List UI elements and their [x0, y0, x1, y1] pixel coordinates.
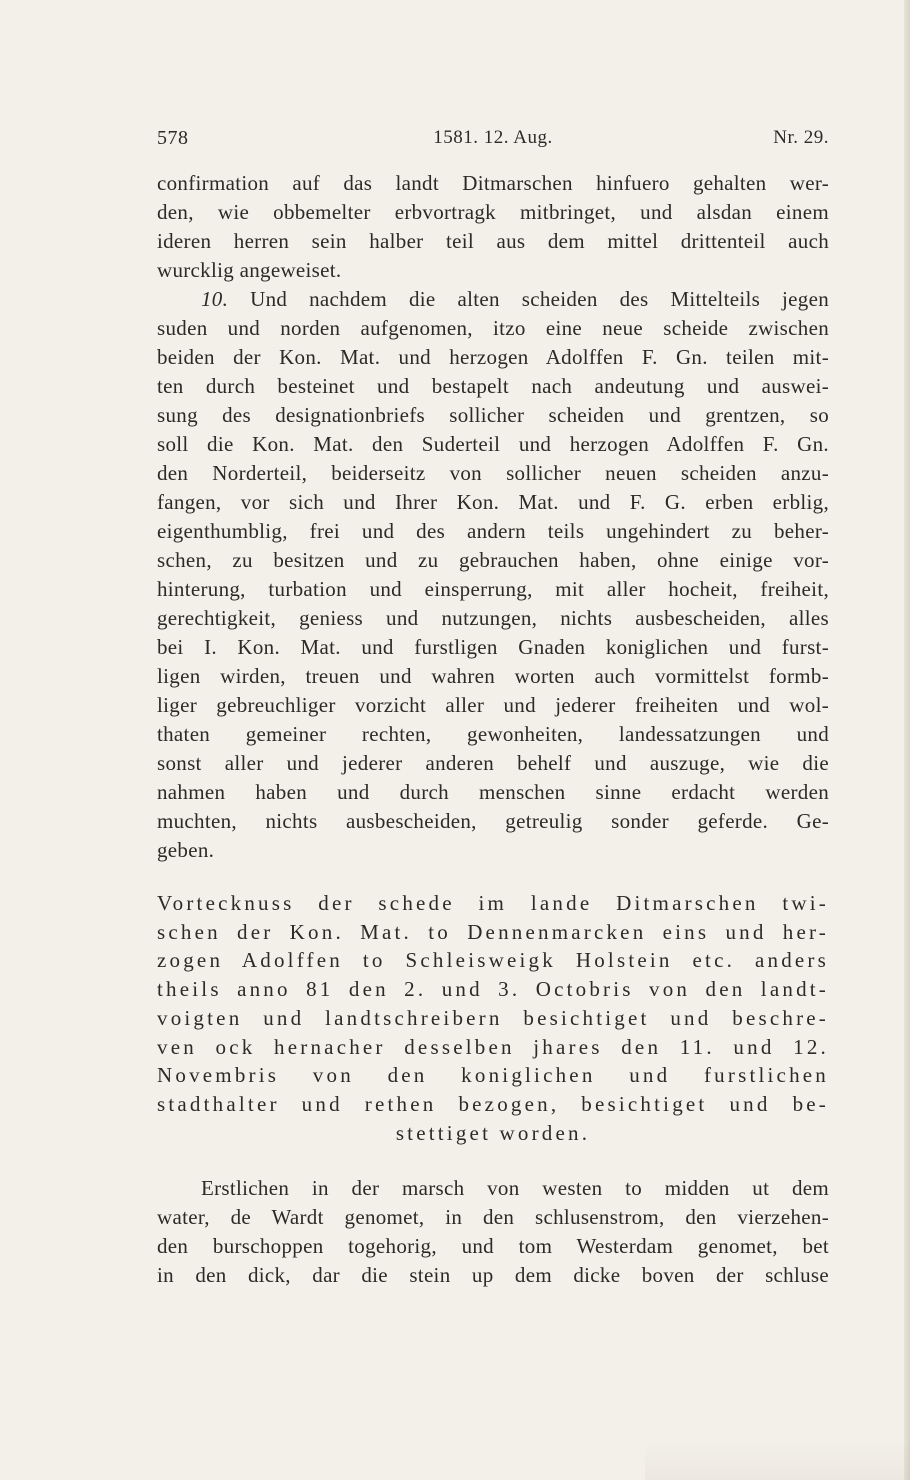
- heading-line: zogen Adolffen to Schleisweigk Holstein etc. anders: [157, 948, 829, 973]
- text-fragment: Und nachdem die alten scheiden des Mittelteils jegen: [228, 287, 829, 311]
- text-line: fangen, vor sich und Ihrer Kon. Mat. und F. G. erben erblig,: [157, 490, 829, 514]
- text-line: in den dick, dar die stein up dem dicke boven der schluse: [157, 1263, 829, 1287]
- heading-line: stettiget worden.: [395, 1120, 591, 1145]
- text-line: den Norderteil, beiderseitz von sollicher neuen scheiden anzu-: [157, 461, 829, 485]
- text-line: thaten gemeiner rechten, gewonheiten, landessatzungen und: [157, 722, 829, 746]
- section-10-first-line: [157, 285, 829, 314]
- text-line: water, de Wardt genomet, in den schlusenstrom, den vierzehen-: [157, 1205, 829, 1229]
- text-line: Erstlichen in der marsch von westen to midden ut dem: [201, 1176, 829, 1200]
- text-line: ten durch besteinet und bestapelt nach andeutung und auswei-: [157, 374, 829, 398]
- text-line: soll die Kon. Mat. den Suderteil und herzogen Adolffen F. Gn.: [157, 432, 829, 456]
- heading-line: stadthalter und rethen bezogen, besichtiget und be-: [157, 1091, 829, 1116]
- text-line: ligen wirden, treuen und wahren worten auch vormittelst formb-: [157, 664, 829, 688]
- schedule-heading: [157, 889, 829, 1147]
- page-edge: [904, 0, 910, 1480]
- text-line: den burschoppen togehorig, und tom Westerdam genomet, bet: [157, 1234, 829, 1258]
- text-line: bei I. Kon. Mat. und furstligen Gnaden koniglichen und furst-: [157, 635, 829, 659]
- text-line: confirmation auf das landt Ditmarschen hinfuero gehalten wer-: [157, 171, 829, 195]
- heading-line: schen der Kon. Mat. to Dennenmarcken eins und her-: [157, 919, 829, 944]
- text-line: hinterung, turbation und einsperrung, mit aller hocheit, freiheit,: [157, 577, 829, 601]
- heading-line: Novembris von den koniglichen und furstlichen: [157, 1063, 829, 1088]
- heading-line: ven ock hernacher desselben jhares den 11. und 12.: [157, 1034, 829, 1059]
- text-line: liger gebreuchliger vorzicht aller und jederer freiheiten und wol-: [157, 693, 829, 717]
- text-line: wurcklig angeweiset.: [157, 258, 342, 282]
- section-number: 10.: [201, 287, 229, 311]
- heading-line: Vortecknuss der schede im lande Ditmarschen twi-: [157, 891, 829, 915]
- text-line: sonst aller und jederer anderen behelf und auszuge, wie die: [157, 751, 829, 775]
- header-date: 1581. 12. Aug.: [433, 127, 553, 148]
- heading-line: voigten und landtschreibern besichtiget und beschre-: [157, 1005, 829, 1030]
- text-line: sung des designationbriefs sollicher scheiden und grentzen, so: [157, 403, 829, 427]
- text-line: suden und norden aufgenomen, itzo eine neue scheide zwischen: [157, 316, 829, 340]
- schedule-text: [157, 1174, 829, 1290]
- text-line: den, wie obbemelter erbvortragk mitbringet, und alsdan einem: [157, 200, 829, 224]
- text-line: gerechtigkeit, geniess und nutzungen, nichts ausbescheiden, alles: [157, 606, 829, 630]
- text-line: beiden der Kon. Mat. und herzogen Adolffen F. Gn. teilen mit-: [157, 345, 829, 369]
- text-line: ideren herren sein halber teil aus dem mittel drittenteil auch: [157, 229, 829, 253]
- text-line: geben.: [157, 838, 215, 862]
- page-number: 578: [157, 127, 189, 149]
- page-corner-shade: [645, 1440, 910, 1480]
- document-number: Nr. 29.: [773, 127, 829, 148]
- main-text: [157, 169, 829, 865]
- text-line: muchten, nichts ausbescheiden, getreulig sonder geferde. Ge-: [157, 809, 829, 833]
- heading-line: theils anno 81 den 2. und 3. Octobris von den landt-: [157, 977, 829, 1002]
- text-line: nahmen haben und durch menschen sinne erdacht werden: [157, 780, 829, 804]
- text-line: eigenthumblig, frei und des andern teils ungehindert zu beher-: [157, 519, 829, 543]
- text-line: schen, zu besitzen und zu gebrauchen haben, ohne einige vor-: [157, 548, 829, 572]
